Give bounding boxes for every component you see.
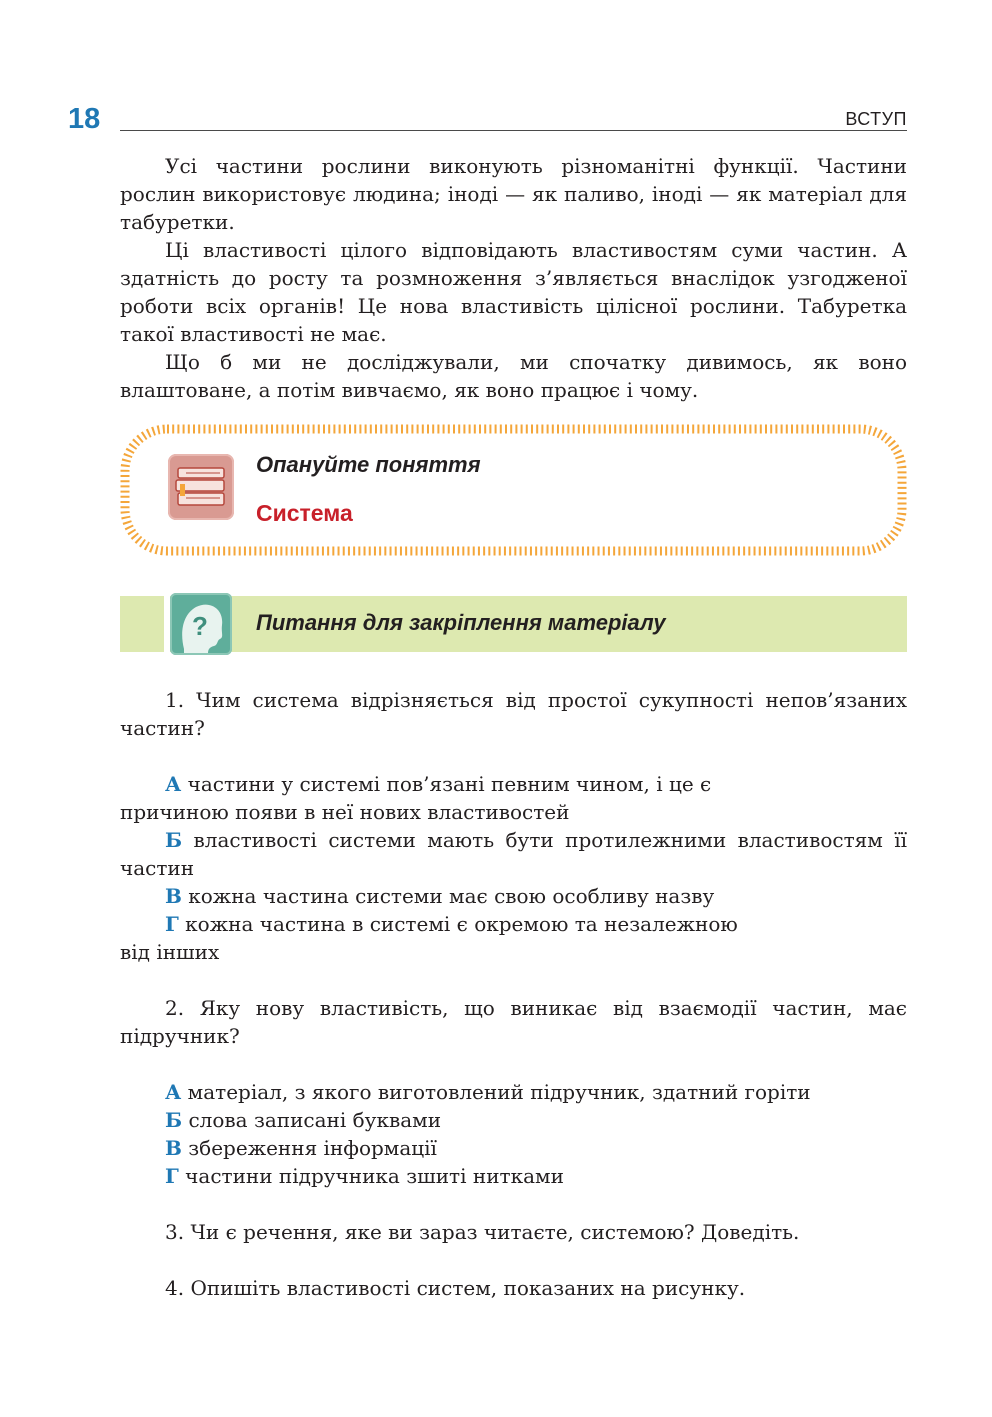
question-4: 4. Опишіть властивості систем, показаних на рисунку. [165, 1276, 746, 1300]
intro-paragraph-1: Усі частини рослини виконують різноманітні функції. Частини рослин використовує людина; іноді — як паливо, іноді — як матеріал для табуретки. [120, 154, 907, 234]
svg-text:?: ? [192, 611, 208, 641]
option-text: кожна частина системи має свою особливу назву [188, 884, 715, 908]
option-2-v [120, 1134, 952, 1162]
option-1-a-continued: причиною появи в неї нових властивостей [120, 800, 570, 824]
option-1-g-continued: від інших [120, 940, 220, 964]
option-text: кожна частина в системі є окремою та незалежною [185, 912, 738, 936]
intro-paragraph-3: Що б ми не досліджували, ми спочатку дивимось, як воно влаштоване, а потім вивчаємо, як воно працює і чому. [120, 350, 907, 402]
concept-box [120, 424, 907, 556]
option-1-v [120, 882, 952, 910]
option-2-a [120, 1078, 952, 1106]
option-text: слова записані буквами [188, 1108, 442, 1132]
question-2: 2. Яку нову властивість, що виникає від взаємодії частин, має підручник? [120, 996, 907, 1048]
option-1-b [120, 826, 907, 882]
option-letter: Б [165, 828, 183, 852]
option-letter: Г [165, 1164, 179, 1188]
option-letter: А [165, 772, 182, 796]
page-number: 18 [68, 103, 101, 135]
question-3: 3. Чи є речення, яке ви зараз читаєте, системою? Доведіть. [165, 1220, 800, 1244]
option-1-g [120, 910, 952, 938]
option-2-g [120, 1162, 952, 1190]
concept-box-frame [120, 424, 907, 556]
option-text: частини підручника зшиті нитками [185, 1164, 564, 1188]
option-1-a [120, 770, 952, 798]
option-text: частини у системі пов’язані певним чином, і це є [187, 772, 712, 796]
concept-box-title: Опануйте поняття [256, 452, 481, 477]
header-rule [120, 130, 907, 131]
question-head-icon [170, 593, 232, 655]
option-2-b [120, 1106, 952, 1134]
option-letter: В [165, 884, 182, 908]
section-label: ВСТУП [845, 109, 907, 129]
question-1: 1. Чим система відрізняється від простої сукупності непов’язаних частин? [120, 688, 907, 740]
option-text: матеріал, з якого виготовлений підручник, здатний горіти [187, 1080, 811, 1104]
questions-banner [120, 596, 907, 652]
option-letter: А [165, 1080, 182, 1104]
option-letter: Б [165, 1108, 183, 1132]
concept-term: Система [256, 500, 353, 526]
intro-paragraph-2: Ці властивості цілого відповідають властивостям суми частин. А здатність до росту та розмноження з’являється внаслідок узгодженої роботи всіх органів! Це нова властивість цілісної рослини. Табуретка такої властивості не має. [120, 238, 907, 346]
option-letter: Г [165, 912, 179, 936]
option-text: збереження інформації [188, 1136, 437, 1160]
questions-banner-title: Питання для закріплення матеріалу [256, 610, 666, 635]
option-text: властивості системи мають бути протилежними властивостям її частин [120, 828, 908, 880]
option-letter: В [165, 1136, 182, 1160]
books-icon [168, 454, 234, 520]
